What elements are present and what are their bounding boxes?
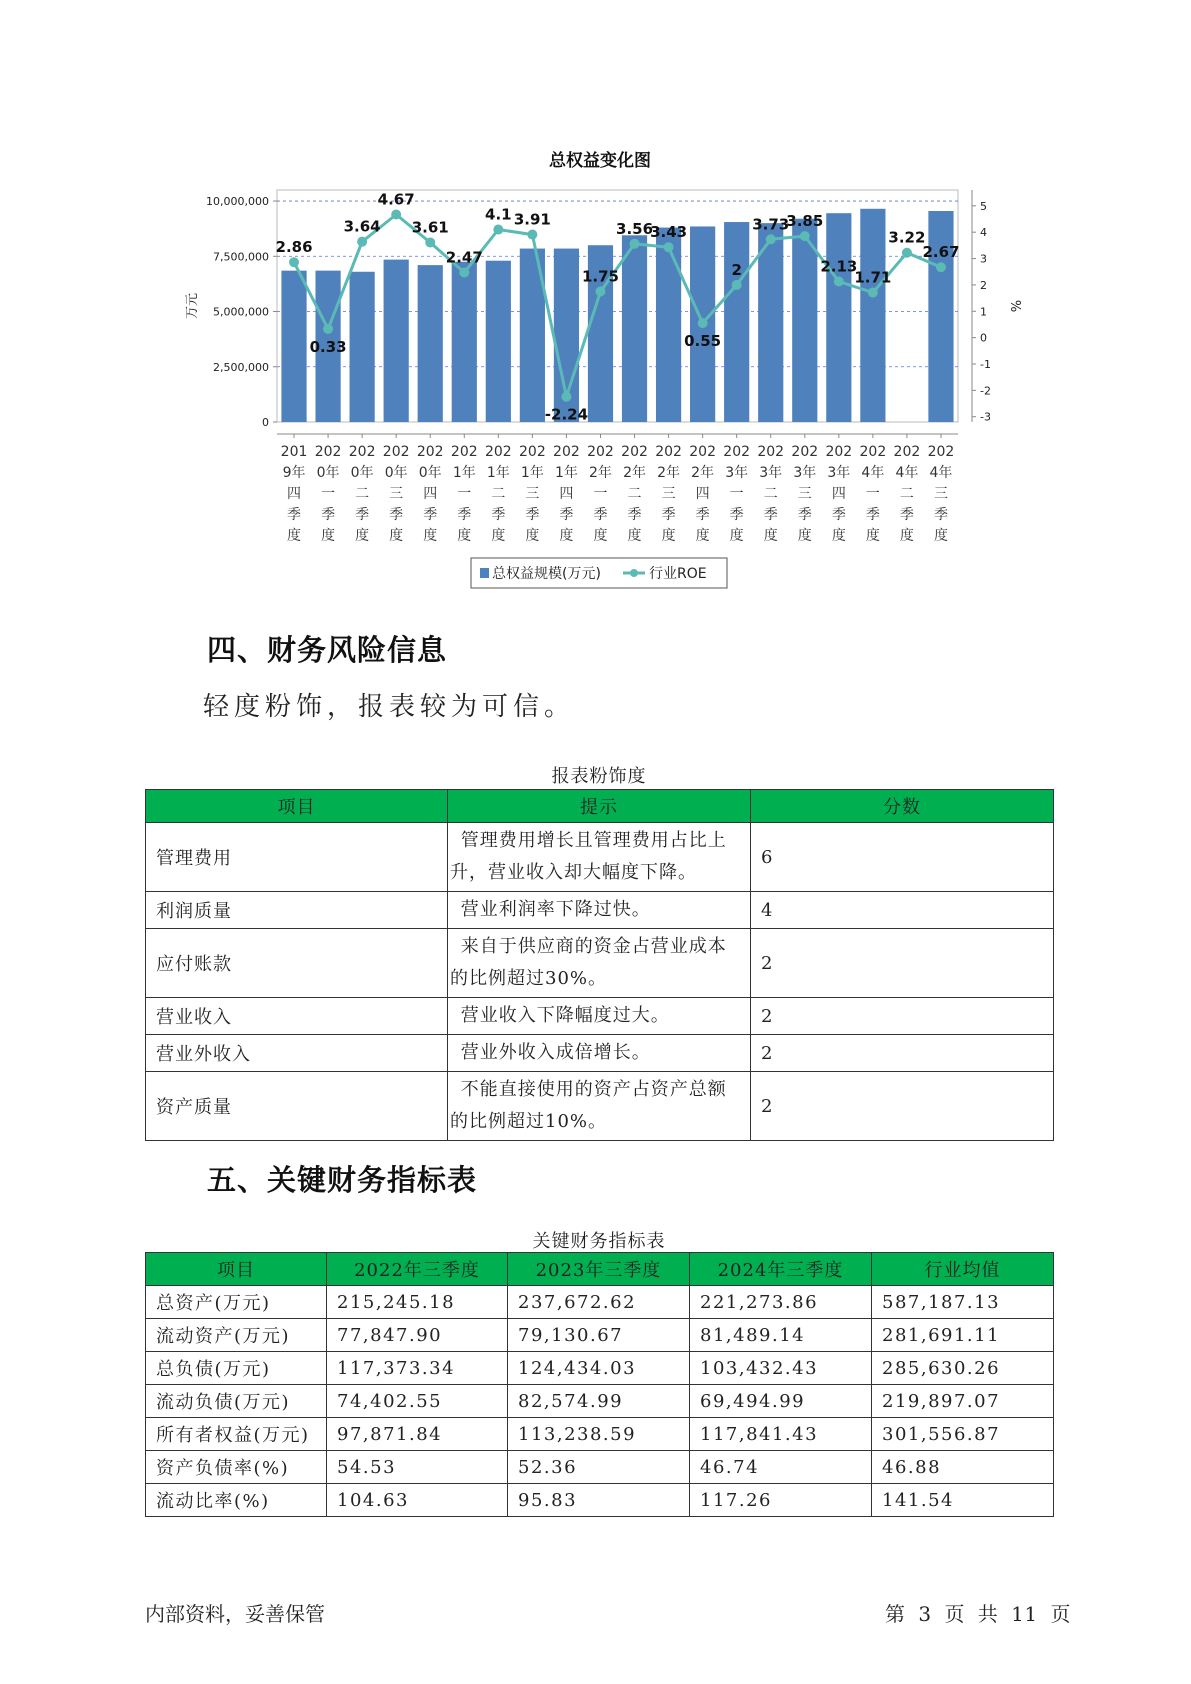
left-tick-label: 2,500,000 — [213, 360, 269, 374]
risk-summary-text: 轻度粉饰，报表较为可信。 — [203, 692, 576, 722]
x-tick-label: 202 — [859, 444, 887, 460]
x-tick-label: 度 — [831, 528, 846, 544]
x-tick-label: 3年 — [725, 465, 749, 481]
x-tick-label: 202 — [723, 444, 751, 460]
roe-data-label: 3.56 — [616, 219, 654, 238]
x-tick-label: 202 — [825, 444, 853, 460]
table-row — [146, 1035, 1054, 1072]
roe-point — [834, 276, 844, 286]
roe-point — [766, 234, 776, 244]
chart-title: 总权益变化图 — [549, 151, 651, 171]
right-tick-label: 1 — [980, 305, 987, 319]
x-tick-label: 三 — [797, 486, 812, 502]
kpi-value: 237,672.62 — [508, 1286, 690, 1319]
risk-item: 利润质量 — [146, 892, 448, 929]
x-tick-label: 0年 — [316, 465, 340, 481]
roe-point — [459, 268, 469, 278]
x-tick-label: 度 — [287, 528, 302, 544]
kpi-value: 81,489.14 — [690, 1319, 872, 1352]
risk-item: 营业收入 — [146, 998, 448, 1035]
x-tick-label: 季 — [797, 507, 812, 523]
chart-bars — [281, 209, 953, 422]
kpi-value: 97,871.84 — [327, 1418, 508, 1451]
x-tick-label: 201 — [280, 444, 308, 460]
roe-point — [323, 324, 333, 334]
risk-tip: 管理费用增长且管理费用占比上升，营业收入却大幅度下降。 — [448, 823, 751, 892]
x-tick-label: 202 — [791, 444, 819, 460]
roe-data-label: 3.85 — [786, 212, 824, 231]
bar — [622, 235, 647, 422]
x-tick-label: 季 — [355, 507, 370, 523]
x-tick-label: 四 — [287, 486, 302, 502]
x-tick-label: 度 — [593, 528, 608, 544]
kpi-item: 流动比率(%) — [146, 1484, 327, 1517]
kpi-table-caption: 关键财务指标表 — [532, 1231, 666, 1252]
x-tick-label: 度 — [559, 528, 574, 544]
x-tick-label: 二 — [627, 486, 642, 502]
right-axis-title: % — [1007, 299, 1022, 313]
table-row — [146, 1418, 1054, 1451]
kpi-value: 104.63 — [327, 1484, 508, 1517]
kpi-value: 46.88 — [872, 1451, 1054, 1484]
roe-data-label: 2.86 — [275, 238, 313, 257]
roe-point — [868, 288, 878, 298]
bar — [281, 271, 306, 422]
x-tick-label: 一 — [729, 486, 744, 502]
x-tick-label: 度 — [729, 528, 744, 544]
x-tick-label: 1年 — [554, 465, 578, 481]
x-tick-label: 度 — [695, 528, 710, 544]
x-tick-label: 二 — [491, 486, 506, 502]
risk-tip: 营业收入下降幅度过大。 — [448, 998, 751, 1035]
x-tick-label: 四 — [559, 486, 574, 502]
table-row — [146, 823, 1054, 892]
x-tick-label: 度 — [491, 528, 506, 544]
kpi-value: 285,630.26 — [872, 1352, 1054, 1385]
x-tick-label: 季 — [457, 507, 472, 523]
right-tick-label: 4 — [980, 226, 987, 240]
roe-point — [561, 392, 571, 402]
x-tick-label: 202 — [382, 444, 410, 460]
x-tick-label: 度 — [933, 528, 948, 544]
section5-heading: 五、关键财务指标表 — [207, 1163, 478, 1197]
roe-point — [664, 242, 674, 252]
bar — [452, 262, 477, 422]
roe-point — [732, 280, 742, 290]
roe-data-label: 0.33 — [309, 337, 347, 356]
kpi-value: 77,847.90 — [327, 1319, 508, 1352]
right-tick-label: -3 — [980, 410, 991, 424]
x-tick-label: 2年 — [691, 465, 715, 481]
right-tick-label: -2 — [980, 384, 991, 398]
kpi-table-header — [146, 1253, 1054, 1286]
x-tick-label: 3年 — [827, 465, 851, 481]
roe-point — [936, 262, 946, 272]
roe-data-label: -2.24 — [544, 405, 589, 424]
x-tick-label: 二 — [899, 486, 914, 502]
x-tick-label: 四 — [695, 486, 710, 502]
risk-item: 营业外收入 — [146, 1035, 448, 1072]
right-tick-label: 5 — [980, 199, 987, 213]
x-tick-label: 9年 — [282, 465, 306, 481]
legend-line-label: 行业ROE — [649, 566, 707, 582]
x-tick-label: 度 — [355, 528, 370, 544]
roe-point — [698, 318, 708, 328]
risk-score: 2 — [751, 1072, 1054, 1141]
roe-data-label: 3.43 — [650, 223, 688, 242]
risk-table — [145, 789, 1054, 1141]
right-tick-label: 2 — [980, 278, 987, 292]
kpi-value: 54.53 — [327, 1451, 508, 1484]
x-tick-label: 季 — [627, 507, 642, 523]
x-tick-label: 度 — [661, 528, 676, 544]
kpi-value: 117.26 — [690, 1484, 872, 1517]
kpi-item: 总资产(万元) — [146, 1286, 327, 1319]
risk-header-score: 分数 — [751, 790, 1054, 823]
risk-score: 4 — [751, 892, 1054, 929]
x-tick-label: 202 — [689, 444, 716, 460]
equity-change-chart — [0, 0, 1191, 600]
table-row — [146, 929, 1054, 998]
kpi-value: 82,574.99 — [508, 1385, 690, 1418]
roe-data-label: 2.13 — [820, 257, 858, 276]
right-tick-label: 0 — [980, 331, 987, 345]
x-tick-label: 一 — [457, 486, 472, 502]
table-row — [146, 1352, 1054, 1385]
roe-point — [630, 239, 640, 249]
x-tick-label: 1年 — [452, 465, 476, 481]
x-tick-label: 季 — [559, 507, 574, 523]
roe-data-label: 3.73 — [752, 215, 790, 234]
x-tick-label: 三 — [389, 486, 404, 502]
kpi-value: 95.83 — [508, 1484, 690, 1517]
x-tick-label: 度 — [321, 528, 336, 544]
chart-legend — [471, 558, 727, 588]
kpi-value: 113,238.59 — [508, 1418, 690, 1451]
x-tick-label: 3年 — [759, 465, 783, 481]
x-tick-label: 202 — [348, 444, 376, 460]
x-tick-label: 202 — [484, 444, 512, 460]
kpi-value: 69,494.99 — [690, 1385, 872, 1418]
kpi-value: 79,130.67 — [508, 1319, 690, 1352]
kpi-value: 46.74 — [690, 1451, 872, 1484]
bar — [350, 272, 375, 422]
x-tick-label: 度 — [525, 528, 540, 544]
bar — [384, 260, 409, 422]
kpi-value: 221,273.86 — [690, 1286, 872, 1319]
kpi-value: 301,556.87 — [872, 1418, 1054, 1451]
right-tick-label: 3 — [980, 252, 987, 266]
table-row — [146, 1072, 1054, 1141]
x-tick-label: 季 — [491, 507, 506, 523]
kpi-value: 52.36 — [508, 1451, 690, 1484]
kpi-value: 103,432.43 — [690, 1352, 872, 1385]
bar — [486, 261, 511, 422]
roe-point — [391, 210, 401, 220]
kpi-header-item: 项目 — [146, 1253, 327, 1286]
roe-point — [902, 248, 912, 258]
section4-heading: 四、财务风险信息 — [207, 633, 448, 667]
kpi-header-2024q3: 2024年三季度 — [690, 1253, 872, 1286]
table-row — [146, 1385, 1054, 1418]
risk-score: 2 — [751, 998, 1054, 1035]
left-tick-label: 7,500,000 — [213, 250, 269, 264]
roe-data-label: 3.22 — [888, 228, 926, 247]
x-tick-label: 4年 — [929, 465, 953, 481]
risk-item: 管理费用 — [146, 823, 448, 892]
x-tick-label: 三 — [661, 486, 676, 502]
x-tick-label: 季 — [389, 507, 404, 523]
x-tick-label: 度 — [797, 528, 812, 544]
roe-point — [527, 230, 537, 240]
kpi-value: 587,187.13 — [872, 1286, 1054, 1319]
kpi-value: 117,373.34 — [327, 1352, 508, 1385]
left-tick-label: 5,000,000 — [213, 305, 269, 319]
roe-data-label: 4.1 — [485, 205, 512, 224]
x-tick-label: 季 — [865, 507, 880, 523]
risk-score: 2 — [751, 1035, 1054, 1072]
x-tick-label: 202 — [927, 444, 955, 460]
x-tick-label: 季 — [661, 507, 676, 523]
roe-data-label: 3.64 — [343, 217, 381, 236]
x-tick-label: 季 — [695, 507, 710, 523]
roe-data-label: 2.67 — [922, 243, 960, 262]
legend-line-marker — [630, 569, 638, 577]
kpi-item: 流动负债(万元) — [146, 1385, 327, 1418]
x-tick-label: 度 — [423, 528, 438, 544]
risk-tip: 来自于供应商的资金占营业成本的比例超过30%。 — [448, 929, 751, 998]
x-tick-label: 二 — [763, 486, 778, 502]
kpi-header-industry-avg: 行业均值 — [872, 1253, 1054, 1286]
x-tick-label: 度 — [899, 528, 914, 544]
kpi-item: 总负债(万元) — [146, 1352, 327, 1385]
footer-page-number: 第 3 页 共 11 页 — [885, 1602, 1071, 1626]
x-tick-label: 一 — [865, 486, 880, 502]
risk-header-tip: 提示 — [448, 790, 751, 823]
kpi-value: 117,841.43 — [690, 1418, 872, 1451]
risk-tip: 营业外收入成倍增长。 — [448, 1035, 751, 1072]
bar — [418, 265, 443, 422]
x-tick-label: 季 — [763, 507, 778, 523]
roe-point — [425, 237, 435, 247]
bar — [860, 209, 885, 422]
kpi-table — [145, 1252, 1054, 1517]
x-tick-label: 季 — [831, 507, 846, 523]
kpi-value: 124,434.03 — [508, 1352, 690, 1385]
x-tick-label: 202 — [655, 444, 682, 460]
x-tick-label: 1年 — [520, 465, 544, 481]
left-tick-label: 0 — [262, 416, 269, 429]
left-axis-title: 万元 — [185, 292, 200, 320]
right-tick-label: -1 — [980, 358, 991, 371]
roe-data-label: 1.75 — [581, 267, 619, 286]
x-tick-label: 202 — [587, 444, 614, 460]
x-tick-label: 四 — [831, 486, 846, 502]
kpi-item: 所有者权益(万元) — [146, 1418, 327, 1451]
risk-score: 6 — [751, 823, 1054, 892]
x-tick-label: 三 — [933, 486, 948, 502]
x-tick-label: 202 — [450, 444, 478, 460]
bar — [656, 228, 681, 422]
roe-data-label: 3.61 — [411, 218, 449, 237]
chart-roe-line — [276, 191, 960, 424]
risk-tip: 不能直接使用的资产占资产总额的比例超过10%。 — [448, 1072, 751, 1141]
x-tick-label: 一 — [321, 486, 336, 502]
x-tick-label: 季 — [933, 507, 948, 523]
x-tick-label: 二 — [355, 486, 370, 502]
roe-data-label: 4.67 — [377, 190, 415, 209]
roe-point — [289, 257, 299, 267]
x-tick-label: 0年 — [350, 465, 374, 481]
x-tick-label: 3年 — [793, 465, 817, 481]
x-tick-label: 202 — [757, 444, 785, 460]
x-tick-label: 1年 — [486, 465, 510, 481]
bar — [826, 213, 851, 422]
risk-table-caption: 报表粉饰度 — [551, 766, 647, 787]
kpi-value: 74,402.55 — [327, 1385, 508, 1418]
table-row — [146, 1286, 1054, 1319]
kpi-item: 流动资产(万元) — [146, 1319, 327, 1352]
x-tick-label: 四 — [423, 486, 438, 502]
x-tick-label: 4年 — [861, 465, 885, 481]
roe-point — [493, 225, 503, 235]
x-tick-label: 度 — [389, 528, 404, 544]
kpi-header-2023q3: 2023年三季度 — [508, 1253, 690, 1286]
x-tick-label: 202 — [621, 444, 648, 460]
x-tick-label: 季 — [321, 507, 336, 523]
x-tick-label: 三 — [525, 486, 540, 502]
footer-confidential-note: 内部资料，妥善保管 — [145, 1602, 325, 1626]
x-tick-label: 度 — [457, 528, 472, 544]
x-tick-label: 2年 — [623, 465, 646, 481]
table-row — [146, 1484, 1054, 1517]
x-tick-label: 季 — [729, 507, 744, 523]
risk-item: 应付账款 — [146, 929, 448, 998]
kpi-value: 141.54 — [872, 1484, 1054, 1517]
roe-point — [357, 237, 367, 247]
roe-point — [800, 231, 810, 241]
kpi-item: 资产负债率(%) — [146, 1451, 327, 1484]
table-row — [146, 998, 1054, 1035]
x-tick-label: 202 — [553, 444, 580, 460]
roe-data-label: 0.55 — [684, 332, 722, 351]
roe-data-label: 2 — [731, 260, 742, 279]
x-tick-label: 度 — [865, 528, 880, 544]
kpi-value: 281,691.11 — [872, 1319, 1054, 1352]
table-row — [146, 892, 1054, 929]
x-tick-label: 度 — [763, 528, 778, 544]
roe-data-label: 2.47 — [445, 248, 483, 267]
roe-point — [595, 287, 605, 297]
risk-score: 2 — [751, 929, 1054, 998]
roe-data-label: 1.71 — [854, 268, 892, 287]
x-tick-label: 2年 — [657, 465, 681, 481]
x-tick-label: 202 — [314, 444, 342, 460]
x-tick-label: 季 — [525, 507, 540, 523]
x-tick-label: 度 — [627, 528, 642, 544]
chart-x-labels — [281, 444, 955, 544]
kpi-value: 215,245.18 — [327, 1286, 508, 1319]
roe-data-label: 3.91 — [513, 210, 551, 229]
left-tick-label: 10,000,000 — [206, 195, 269, 209]
x-tick-label: 202 — [416, 444, 444, 460]
x-tick-label: 季 — [899, 507, 914, 523]
x-tick-label: 季 — [423, 507, 438, 523]
x-tick-label: 0年 — [418, 465, 442, 481]
x-tick-label: 季 — [593, 507, 608, 523]
x-tick-label: 季 — [287, 507, 302, 523]
table-row — [146, 1319, 1054, 1352]
x-tick-label: 4年 — [895, 465, 919, 481]
table-row — [146, 1451, 1054, 1484]
x-tick-label: 一 — [593, 486, 608, 502]
bar — [724, 222, 749, 422]
kpi-header-2022q3: 2022年三季度 — [327, 1253, 508, 1286]
risk-header-item: 项目 — [146, 790, 448, 823]
x-tick-label: 0年 — [384, 465, 408, 481]
risk-item: 资产质量 — [146, 1072, 448, 1141]
x-tick-label: 202 — [893, 444, 921, 460]
x-tick-label: 2年 — [589, 465, 612, 481]
legend-bar-swatch — [480, 568, 489, 578]
legend-bar-label: 总权益规模(万元) — [492, 566, 601, 582]
x-tick-label: 202 — [519, 444, 546, 460]
kpi-value: 219,897.07 — [872, 1385, 1054, 1418]
risk-tip: 营业利润率下降过快。 — [448, 892, 751, 929]
risk-table-header — [146, 790, 1054, 823]
